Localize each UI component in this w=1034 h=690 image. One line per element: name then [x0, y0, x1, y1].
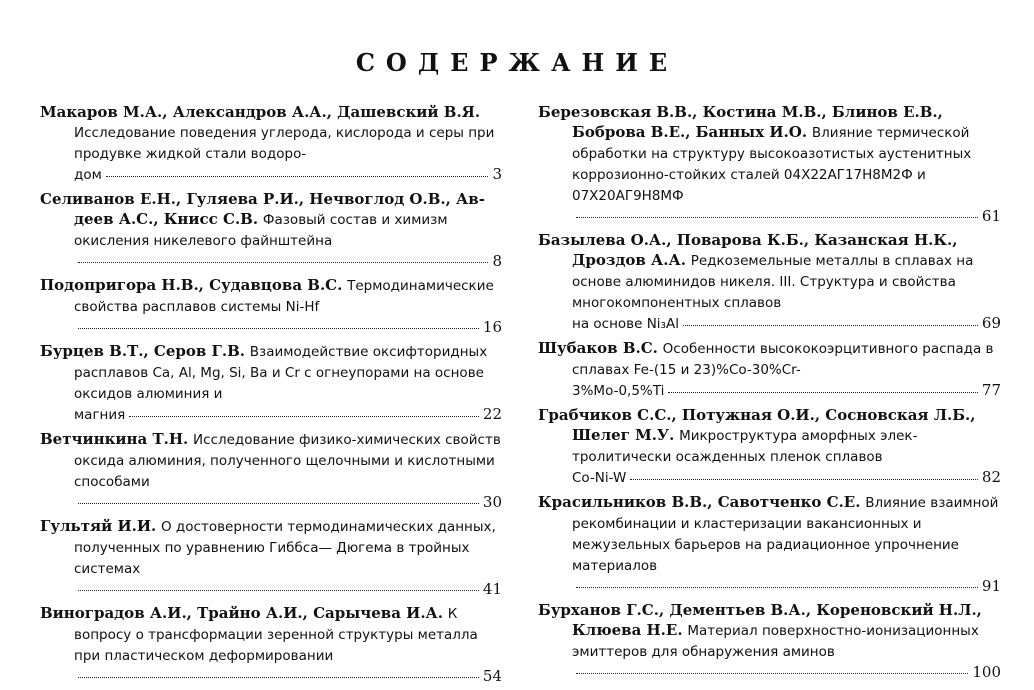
entry-page-number: 61	[981, 207, 1001, 225]
entry-page-number: 22	[482, 405, 502, 423]
entry-page-number: 82	[981, 468, 1001, 486]
entry-authors: Виноградов А.И., Трайно А.И., Сарычева И.А.	[40, 604, 443, 622]
entry-title-end: на основе Ni₃Al	[572, 316, 679, 332]
entry-title-end: 3%Mo-0,5%Ti	[572, 383, 665, 399]
dot-leader	[668, 392, 978, 393]
entry-title: Редкоземельные металлы в сплавах на основе алюминидов никеля. III. Структура и свойства многокомпонентных сплавов	[572, 253, 974, 311]
entry-page-number: 3	[492, 165, 502, 183]
entry-title: Исследование физико-химических свойств оксида алюминия, полученного щелочными и кислотными способами	[74, 432, 501, 490]
entry-title-end: дом	[74, 167, 102, 183]
entry-leader-line	[74, 251, 502, 271]
toc-entry	[538, 230, 1001, 334]
entry-page-number: 54	[482, 667, 502, 685]
entry-title: Материал поверхностно-ионизационных эмиттеров для обнаружения аминов	[572, 623, 979, 660]
entry-leader-line	[74, 404, 502, 425]
dot-leader	[78, 677, 479, 678]
toc-entry	[40, 189, 502, 271]
entry-authors: Березовская В.В., Костина М.В., Блинов Е.В., Боброва В.Е., Банных И.О.	[538, 103, 943, 141]
entry-authors: Макаров М.А., Александров А.А., Дашевский В.Я.	[40, 103, 481, 121]
toc-entry	[538, 102, 1001, 226]
entry-leader-line	[572, 662, 1001, 682]
entry-leader-line	[572, 576, 1001, 596]
entry-authors: Ветчинкина Т.Н.	[40, 430, 189, 448]
entry-leader-line	[572, 206, 1001, 226]
toc-entry	[40, 341, 502, 425]
entry-authors: Подопригора Н.В., Судавцова В.С.	[40, 276, 343, 294]
entry-page-number: 41	[482, 580, 502, 598]
entry-title: Особенности высококоэрцитивного распада в сплавах Fe-(15 и 23)%Co-30%Cr-	[572, 341, 994, 378]
dot-leader	[78, 590, 479, 591]
entry-page-number: 8	[492, 252, 502, 270]
dot-leader	[78, 262, 488, 263]
page-title: СОДЕРЖАНИЕ	[355, 48, 679, 77]
entry-page-number: 91	[981, 577, 1001, 595]
entry-leader-line	[74, 317, 502, 337]
entry-leader-line	[572, 380, 1001, 401]
toc-entry	[40, 429, 502, 512]
entry-title-end: магния	[74, 407, 126, 423]
dot-leader	[78, 503, 479, 504]
entry-title: Фазовый состав и химизм окисления никелевого файнштейна	[74, 212, 448, 249]
toc-entry	[538, 338, 1001, 401]
entry-title-end: Co-Ni-W	[572, 470, 627, 486]
entry-authors: Бурханов Г.С., Дементьев В.А., Кореновский Н.Л., Клюева Н.Е.	[538, 601, 982, 639]
dot-leader	[78, 328, 479, 329]
dot-leader	[576, 217, 978, 218]
toc-entry	[40, 603, 502, 686]
entry-leader-line	[572, 313, 1001, 334]
dot-leader	[576, 673, 968, 674]
entry-title: Влияние термической обработки на структуру высокоазотистых аустенитных коррозионно-стойких сталей 04Х22АГ17Н8М2Ф и 07Х20АГ9Н8МФ	[572, 125, 972, 204]
entry-title: О достоверности термодинамических данных, полученных по уравнению Гиббса— Дюгема в тройных системах	[74, 519, 496, 577]
entry-title: Термодинамические свойства расплавов системы Ni-Hf	[74, 278, 494, 315]
entry-authors: Базылева О.А., Поварова К.Б., Казанская Н.К., Дроздов А.А.	[538, 231, 958, 269]
entry-page-number: 69	[981, 314, 1001, 332]
entry-leader-line	[572, 467, 1001, 488]
entry-title: Влияние взаимной рекомбинации и кластеризации вакансионных и межузельных барьеров на радиационное упрочнение материалов	[572, 495, 999, 574]
entry-title: Исследование поведения углерода, кислорода и серы при продувке жидкой стали водоро-	[74, 125, 495, 162]
entry-title: Микроструктура аморфных электролитически осажденных пленок сплавов	[572, 428, 918, 465]
entry-title: К вопросу о трансформации зеренной структуры металла при пластическом деформировании	[74, 606, 478, 664]
dot-leader	[129, 416, 479, 417]
toc-entry	[40, 516, 502, 599]
toc-entry	[538, 600, 1001, 682]
dot-leader	[630, 479, 978, 480]
entry-page-number: 100	[972, 663, 1001, 681]
entry-leader-line	[74, 666, 502, 686]
entry-page-number: 30	[482, 493, 502, 511]
entry-authors: Шубаков В.С.	[538, 339, 658, 357]
entry-authors: Селиванов Е.Н., Гуляева Р.И., Нечвоглод О.В., Авдеев А.С., Книсс С.В.	[40, 190, 485, 228]
entry-authors: Бурцев В.Т., Серов Г.В.	[40, 342, 246, 360]
toc-entry	[538, 405, 1001, 488]
entry-page-number: 16	[482, 318, 502, 336]
entry-authors: Грабчиков С.С., Потужная О.И., Сосновская Л.Б., Шелег М.У.	[538, 406, 976, 444]
toc-entry	[40, 275, 502, 337]
entry-title: Взаимодействие оксифторидных расплавов Ca, Al, Mg, Si, Ba и Cr с огнеупорами на основе оксидов алюминия и	[74, 344, 488, 402]
toc-column-left	[40, 102, 502, 690]
dot-leader	[683, 325, 978, 326]
toc-entry	[538, 492, 1001, 596]
toc-column-right	[538, 102, 1001, 686]
entry-leader-line	[74, 492, 502, 512]
toc-entry	[40, 102, 502, 185]
entry-page-number: 77	[981, 381, 1001, 399]
entry-leader-line	[74, 579, 502, 599]
entry-leader-line	[74, 164, 502, 185]
entry-authors: Красильников В.В., Савотченко С.Е.	[538, 493, 861, 511]
entry-authors: Гультяй И.И.	[40, 517, 157, 535]
dot-leader	[576, 587, 978, 588]
dot-leader	[106, 176, 489, 177]
